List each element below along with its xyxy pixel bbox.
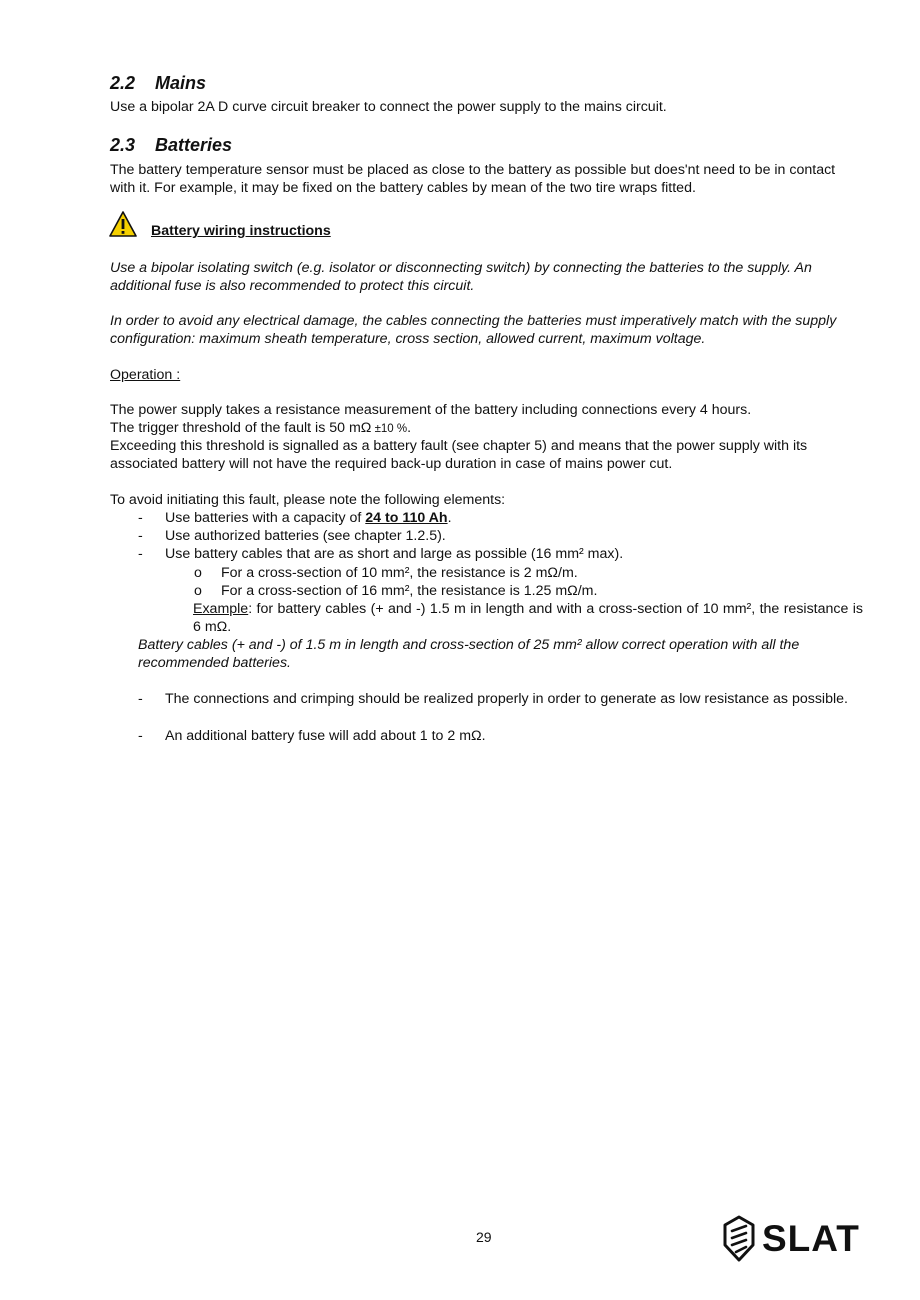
operation-line-2 bbox=[110, 419, 863, 438]
threshold-suffix: . bbox=[407, 420, 412, 436]
heading-batteries-title: Batteries bbox=[155, 135, 233, 155]
batteries-text: The battery temperature sensor must be placed as close to the battery as possible but does'nt need to be in contact with it. For example, it may be fixed on the battery cables by mean of the two tire wraps fitted. bbox=[110, 162, 836, 196]
heading-batteries bbox=[110, 135, 232, 156]
threshold-text: The trigger threshold of the fault is 50 mΩ bbox=[110, 420, 372, 436]
page-number: 29 bbox=[476, 1229, 492, 1245]
warning-title: Battery wiring instructions bbox=[151, 223, 331, 239]
battery-cable-note: Battery cables (+ and -) of 1.5 m in length and cross-section of 25 mm² allow correct operation with all the recommended batteries. bbox=[138, 637, 800, 671]
warning-para-2: In order to avoid any electrical damage, the cables connecting the batteries must imperatively match with the supply configuration: maximum sheath temperature, cross section, allowed current, maximum voltage. bbox=[110, 313, 837, 347]
heading-batteries-number: 2.3 bbox=[110, 135, 136, 155]
slat-logo bbox=[722, 1214, 858, 1264]
bullet-circle: o bbox=[194, 583, 202, 599]
bullet-1-suffix: . bbox=[447, 510, 452, 526]
bullet-5-text: An additional battery fuse will add about 1 to 2 mΩ. bbox=[165, 728, 486, 744]
bullet-dash: - bbox=[138, 546, 143, 562]
heading-mains-number: 2.2 bbox=[110, 73, 136, 93]
warning-icon bbox=[108, 210, 138, 238]
bullet-circle: o bbox=[194, 565, 202, 581]
example-paragraph bbox=[193, 600, 863, 636]
bullet-1-prefix: Use batteries with a capacity of bbox=[165, 510, 366, 526]
bullet-dash: - bbox=[138, 728, 143, 744]
logo-text: SLAT bbox=[762, 1218, 860, 1259]
example-label: Example bbox=[193, 601, 249, 617]
mains-text: Use a bipolar 2A D curve circuit breaker to connect the power supply to the mains circuit. bbox=[110, 99, 667, 115]
warning-para-1: Use a bipolar isolating switch (e.g. isolator or disconnecting switch) by connecting the batteries to the supply. An additional fuse is also recommended to protect this circuit. bbox=[110, 260, 812, 294]
sub-bullet-2-text: For a cross-section of 16 mm², the resistance is 1.25 mΩ/m. bbox=[221, 583, 598, 599]
heading-mains bbox=[110, 73, 206, 94]
operation-line-3: Exceeding this threshold is signalled as a battery fault (see chapter 5) and means that the power supply with its associated battery will not have the required back-up duration in case of mains power cut. bbox=[110, 438, 808, 472]
threshold-tolerance: ±10 % bbox=[371, 423, 408, 435]
operation-intro: To avoid initiating this fault, please note the following elements: bbox=[110, 492, 506, 508]
bullet-1-capacity: 24 to 110 Ah bbox=[365, 510, 448, 526]
bullet-dash: - bbox=[138, 691, 143, 707]
bullet-3-text: Use battery cables that are as short and large as possible (16 mm² max). bbox=[165, 546, 624, 562]
sub-bullet-1-text: For a cross-section of 10 mm², the resistance is 2 mΩ/m. bbox=[221, 565, 578, 581]
operation-heading: Operation : bbox=[110, 367, 181, 383]
example-text: : for battery cables (+ and -) 1.5 m in length and with a cross-section of 10 mm², the resistance is 6 mΩ. bbox=[193, 601, 863, 635]
bullet-2-text: Use authorized batteries (see chapter 1.2.5). bbox=[165, 528, 446, 544]
operation-line-1: The power supply takes a resistance measurement of the battery including connections every 4 hours. bbox=[110, 402, 752, 418]
heading-mains-title: Mains bbox=[155, 73, 207, 93]
bullet-dash: - bbox=[138, 510, 143, 526]
bullet-4-text: The connections and crimping should be realized properly in order to generate as low resistance as possible. bbox=[165, 691, 848, 707]
bullet-dash: - bbox=[138, 528, 143, 544]
